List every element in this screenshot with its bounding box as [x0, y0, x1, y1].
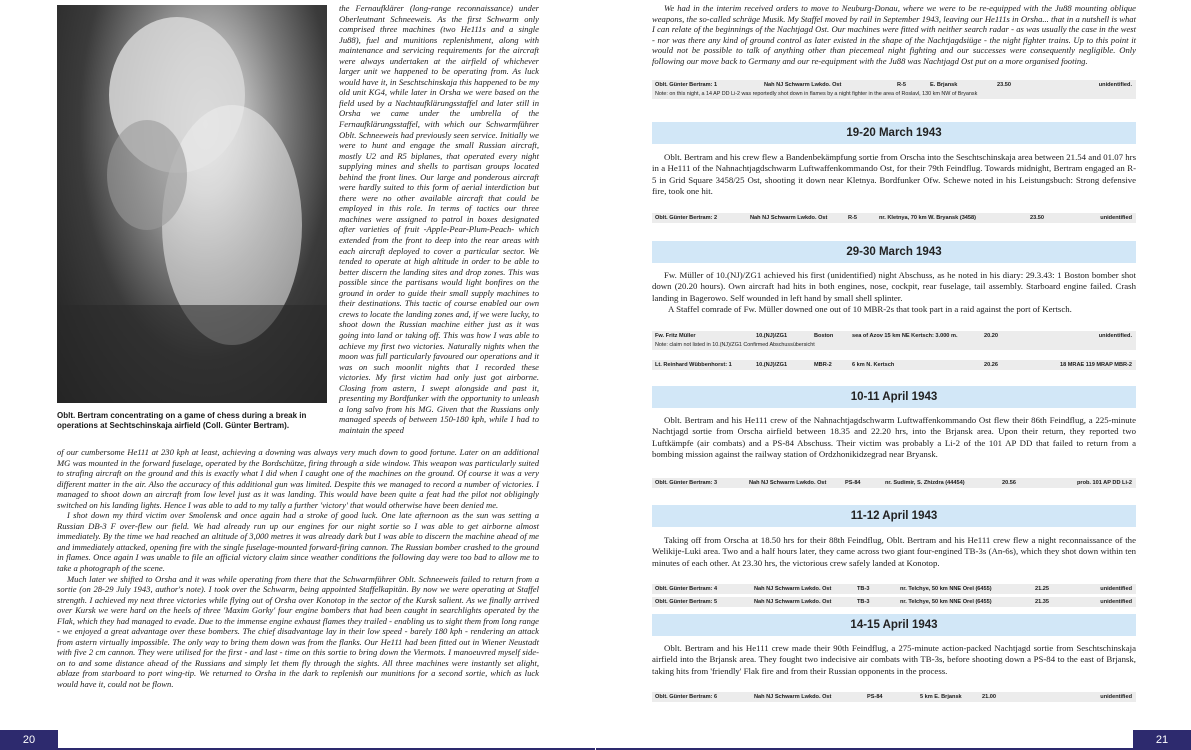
claim-time: 20.26 — [984, 362, 998, 368]
claim-time: 20.56 — [1002, 480, 1016, 486]
claim-location: nr. Telchye, 50 km NNE Orel (6455) — [900, 586, 992, 592]
claim-record-2 — [652, 213, 1136, 223]
claim-time: 23.50 — [1030, 215, 1044, 221]
bottom-paragraph-1: of our cumbersome He111 at 230 kph at least, achieving a downing was always very much down to good fortune. Later on an additional MG was mounted in the forward fuselage, operated by the Bordschütze, firing through a side window. This weapon was particularly suited to strafing aircraft on the ground and this is exactly what I did when I caught one of the machines on the ground. Of course it was a very different matter in the air. Also the accuracy of this additional gun was limited. Despite this we managed to record a number of victories. I managed to shoot down an aircraft from low level just as it was landing. This would have been quite a feat had the pilot not obligingly switched on his landing lights. Hence I was able to add to my tally a further 'victory' that would otherwise have been denied me. — [57, 447, 539, 510]
claim-pilot: Oblt. Günter Bertram: 3 — [655, 480, 718, 486]
claim-type: TB-3 — [857, 599, 870, 605]
photo-caption: Oblt. Bertram concentrating on a game of chess during a break in operations at Sechtschinskaja airfield (Coll. Günter Bertram). — [57, 411, 307, 430]
left-page — [0, 0, 595, 750]
claim-identity: unidentified — [1100, 586, 1132, 592]
body-paragraph: Taking off from Orscha at 18.50 hrs for their 88th Feindflug, Oblt. Bertram and his He111 crew flew a night reconnaissance of the Welikije-Luki area. Two and a half hours later, they came across two giant four-engined TB-3s (An-6s), which they shot down within ten minutes of each other. At 23.30 hrs, the victorious crew safely landed at Konotop. — [652, 535, 1136, 568]
claim-location: 5 km E. Brjansk — [920, 694, 962, 700]
portrait-figure — [57, 5, 327, 403]
section-header: 11-12 April 1943 — [652, 505, 1136, 527]
section-body — [652, 152, 1136, 197]
chess-photo — [57, 5, 327, 403]
claim-record-8 — [652, 692, 1136, 702]
claim-unit: 10.(NJ)/ZG1 — [756, 362, 788, 368]
claim-unit: Nah NJ Schwarm Lwkdo. Ost — [750, 215, 828, 221]
claim-pilot: Lt. Reinhard Wübbenhorst: 1 — [655, 362, 732, 368]
claim-record-3 — [652, 331, 1136, 350]
claim-identity: unidentified. — [1098, 333, 1132, 339]
claim-type: R-5 — [848, 215, 858, 221]
claim-type: PS-84 — [867, 694, 883, 700]
section-header: 10-11 April 1943 — [652, 386, 1136, 408]
claim-row — [652, 80, 1136, 90]
body-paragraph: Oblt. Bertram and his He111 crew made their 90th Feindflug, a 275-minute action-packed Nachtjagd sortie from Seschtschinskaja airfield into the Brjansk area. They fought two indecisive air combats with TB-3s, before shooting down a PS-84 to the east of Brjansk, taking hits from 'friendly' Flak fire and from their Russian opponents in the process. — [652, 643, 1136, 676]
claim-pilot: Fw. Fritz Müller — [655, 333, 696, 339]
claim-note: Note: claim not listed in 10.(NJ)/ZG1 Confirmed Abschussübersicht — [655, 342, 815, 348]
claim-identity: unidentified — [1100, 215, 1132, 221]
claim-time: 20.20 — [984, 333, 998, 339]
claim-record-6 — [652, 584, 1136, 594]
claim-pilot: Oblt. Günter Bertram: 2 — [655, 215, 718, 221]
claim-identity: unidentified. — [1098, 82, 1132, 88]
claim-pilot: Oblt. Günter Bertram: 1 — [655, 82, 718, 88]
claim-location: nr. Telchye, 50 km NNE Orel (6455) — [900, 599, 992, 605]
intro-column — [652, 3, 1136, 66]
bottom-text-column — [57, 447, 539, 690]
claim-pilot: Oblt. Günter Bertram: 4 — [655, 586, 718, 592]
section-body — [652, 270, 1136, 315]
claim-time: 21.00 — [982, 694, 996, 700]
section-header: 29-30 March 1943 — [652, 241, 1136, 263]
claim-unit: 10.(NJ)/ZG1 — [756, 333, 788, 339]
intro-paragraph: We had in the interim received orders to move to Neuburg-Donau, where we were to be re-equipped with the Ju88 mounting oblique weapons, the so-called schräge Musik. My Staffel moved by rail in September 1943, leaving our He111s in Orsha... that in a nutshell is what I can relate of the beginnings of the Nachtjagd Ost. Our machines were fitted with neither search radar - as was usually the case in the west - nor was there any kind of ground control as later existed in the shape of the Nachtjagdsiüge - the night fighter trains. Up to this point it would not be possible to talk of anything other than piecemeal night fighting and our successes were consequently negligible. Only following our move back to Germany and our re-equipment with the Ju88 was Nachtjagd Ost put on a more organised footing. — [652, 3, 1136, 66]
claim-location: nr. Sudimir, S. Zhizdra (44454) — [885, 480, 965, 486]
claim-time: 23.50 — [997, 82, 1011, 88]
claim-identity: unidentified — [1100, 694, 1132, 700]
claim-row — [652, 331, 1136, 341]
section-header: 19-20 March 1943 — [652, 122, 1136, 144]
claim-location: E. Brjansk — [930, 82, 958, 88]
claim-unit: Nah NJ Schwarm Lwkdo. Ost — [754, 599, 832, 605]
body-paragraph: Oblt. Bertram and his crew flew a Bandenbekämpfung sortie from Orscha into the Seschtschinskaja area between 21.54 and 01.07 hrs in a He111 of the Nahnachtjagdschwarm Luftwaffenkommando Ost, for their 79th Feindflug. Towards midnight, Bertram engaged an R-5 in Grid Square 3458/25 Ost, shooting it down near Kletnya. Bordfunker Ofw. Schewe noted in his Leistungsbuch: Strong defensive fire, took one hit. — [652, 152, 1136, 196]
page-number-left: 20 — [0, 730, 58, 750]
claim-row — [652, 213, 1136, 223]
claim-type: PS-84 — [845, 480, 861, 486]
claim-location: 6 km N. Kertsch — [852, 362, 895, 368]
claim-identity: 18 MRAE 119 MRAP MBR-2 — [1059, 362, 1132, 368]
body-paragraph: Oblt. Bertram and his He111 crew of the Nahnachtjagdschwarm Luftwaffenkommando Ost flew their 86th Feindflug, a 225-minute Nachtjagd sortie from Orscha airfield between 18.35 and 22.20 hrs, into the Brjansk area. Upon their return, they reported two Luftkämpfe (air combats) and a PS-84 Abschuss. Their victim was probably a Li-2 of the 101 AP DD that failed to return from a bombing mission against the railway station of Ordzhonikidzegrad near Bryansk. — [652, 415, 1136, 459]
claim-pilot: Oblt. Günter Bertram: 5 — [655, 599, 718, 605]
claim-location: sea of Azov 15 km NE Kertsch: 3.000 m. — [852, 333, 958, 339]
claim-record-1 — [652, 80, 1136, 99]
claim-note: Note: on this night, a 14 AP DD Li-2 was reportedly shot down in flames by a night fighter in the area of Roslavl, 130 km NW of Bryansk — [655, 91, 978, 97]
claim-identity: prob. 101 AP DD Li-2 — [1076, 480, 1132, 486]
claim-unit: Nah NJ Schwarm Lwkdo. Ost — [754, 586, 832, 592]
claim-type: TB-3 — [857, 586, 870, 592]
body-paragraph: A Staffel comrade of Fw. Müller downed one out of 10 MBR-2s that took part in a raid against the port of Kertsch. — [668, 303, 1072, 314]
body-paragraph: Fw. Müller of 10.(NJ)/ZG1 achieved his first (unidentified) night Abschuss, as he noted in his diary: 29.3.43: 1 Boston bomber shot down (20.20 hours). Own aircraft had hits in both engines, nose, cockpit, rear fuselage, tail assembly. Starboard engine failed. Crash landing in Bagerowo. Self wounded in left hand by small shell splinter. — [652, 270, 1136, 303]
claim-unit: Nah NJ Schwarm Lwkdo. Ost — [754, 694, 832, 700]
claim-row — [652, 597, 1136, 607]
claim-record-5 — [652, 478, 1136, 488]
section-body — [652, 535, 1136, 569]
claim-row — [652, 478, 1136, 488]
side-text-column — [339, 3, 539, 435]
claim-record-7 — [652, 597, 1136, 607]
claim-identity: unidentified — [1100, 599, 1132, 605]
page-number-right: 21 — [1133, 730, 1191, 750]
bottom-paragraph-2: I shot down my third victim over Smolensk and once again had a stroke of good luck. One late afternoon as the sun was setting a Russian DB-3 F over-flew our field. We had already run up our engines for our night sortie so I was able to get airborne almost immediately. By the time we had reached an altitude of 3,000 metres it was already dark but I was able to discern the machine ahead of me and immediately attacked, opening fire with the single fuselage-mounted forward-firing cannon. The Russian bomber crashed to the ground in flames. Once again I was unable to file an official victory claim since weather conditions the following day were too bad to allow me to take a photograph of the scene. — [57, 510, 539, 574]
bottom-paragraph-3: Much later we shifted to Orsha and it was while operating from there that the Schwarmführer Oblt. Schneeweis failed to return from a sortie (on 28-29 July 1943, author's note). I took over the Schwarm, being appointed Staffelkapitän. By now we were operating at Staffel strength. I achieved my next three victories while flying out of Orsha over Konotop in the sector of the Kursk salient. As we finally arrived over Kursk we were hard on the heels of three 'Maxim Gorky' four engine bombers that had been caught in searchlights operated by the Flak, which they had managed to evade. Due to the immense engine exhaust flames they trailed - enabling us to sight them from long range - we enjoyed a great advantage over these bombers. The chief disadvantage lay in their low speed - barely 180 kph - rendering an attack from astern virtually impossible. The only way to bring them down was from the flanks. Our He111 had been fitted out in Wiener Neustadt with five 2 cm cannon. They were utilised for the first - and last - time on this sortie to bring down the Viermots. I manoeuvred myself side-on to and some distance ahead of the Russians and simply let them fly through the sights. All three machines were instantly set alight, ablaze from starboard to port wing-tip. We returned to Orsha in the dark to replenish our munitions for a second sortie, which as luck would have it, could not be flown. — [57, 573, 539, 690]
claim-pilot: Oblt. Günter Bertram: 6 — [655, 694, 718, 700]
claim-time: 21.35 — [1035, 599, 1049, 605]
side-paragraph: the Fernaufklärer (long-range reconnaissance) under Oberleutnant Schneeweis. As the first Schwarm only comprised three machines (two He111s and a single Ju88), fuel and munitions replenishment, along with maintenance and servicing requirements for the aircraft were always undertaken at the airfield of whichever larger unit we happened to be operating from. As luck would have it, in Seschtschinskaja this happened to be my old unit KG4, while later in Orsha we were based on the field used by a Nachtaufklärungsstaffel and later still in Orsha we came under the umbrella of the Fernaufklärungsstaffel, with which our Schwarmführer Oblt. Schneeweis had previously seen service. Initially we were to hunt and engage the small Russian aircraft, mostly U2 and R5 biplanes, that operated every night supplying mines and shells to partisan groups located behind the front lines. Our large and ponderous aircraft were hardly suited to this form of aerial interdiction but there were no other available aircraft that could be employed in this role. In terms of tactics our three machines were assigned to patrol in boxes designated after varieties of fruit -Apple-Pear-Plum-Peach- which extended from the front to deep into the rear areas with each aircraft deployed to cover a particular sector. We tended to operate at high altitude in order to be able to better discern the landing sites and drop zones. This was possible since the partisans would light bonfires on the ground in order to guide their small supply machines to their destinations. This tactic of course enabled our own crews to locate the landing zones and, if we were lucky, to shoot down the Russian machine either just as it was going into land or taking off. This was how I was able to achieve my first two victories. Naturally nights when the moon was full particularly favoured our operations and it was on such moonlit nights that I recorded these victories. My first victim had only just got airborne. Closing from astern, I swept alongside and past it, presenting my Bordfunker with the opportunity to unleash a long salvo from his MG. Given that the Russians only managed speeds of between 150-180 kph, while I had to maintain the speed — [339, 3, 539, 435]
claim-type: R-5 — [897, 82, 907, 88]
claim-row — [652, 692, 1136, 702]
right-page — [596, 0, 1191, 750]
section-header: 14-15 April 1943 — [652, 614, 1136, 636]
claim-row — [652, 360, 1136, 370]
section-body — [652, 415, 1136, 460]
claim-unit: Nah NJ Schwarm Lwkdo. Ost — [749, 480, 827, 486]
claim-type: MBR-2 — [814, 362, 832, 368]
claim-row — [652, 584, 1136, 594]
claim-record-4 — [652, 360, 1136, 370]
claim-unit: Nah NJ Schwarm Lwkdo. Ost — [764, 82, 842, 88]
claim-time: 21.25 — [1035, 586, 1049, 592]
section-body — [652, 643, 1136, 677]
claim-type: Boston — [814, 333, 834, 339]
claim-location: nr. Kletnya, 70 km W. Bryansk (3458) — [879, 215, 977, 221]
